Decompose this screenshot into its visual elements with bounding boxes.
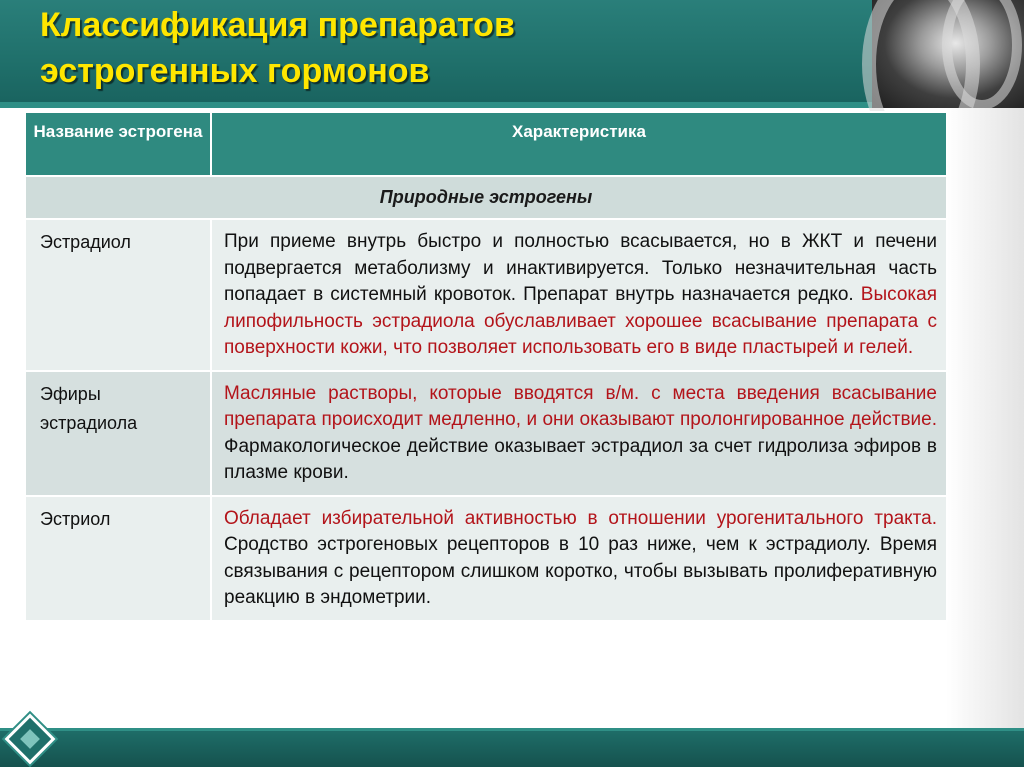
description-text: Сродство эстрогеновых рецепторов в 10 раз ниже, чем к эстрадиолу. Время связывания с рецептором слишком коротко, чтобы вызывать пролиферативную реакцию в эндометрии.: [224, 534, 937, 608]
header-characteristic: Характеристика: [211, 112, 947, 176]
row-name: Эстриол: [25, 496, 211, 621]
section-natural-estrogens: Природные эстрогены: [25, 176, 947, 219]
row-description: [211, 496, 947, 621]
estrogen-table: [24, 111, 948, 622]
header-estrogen-name: Название эстрогена: [25, 112, 211, 176]
diamond-logo-icon: [4, 713, 50, 759]
table-row: [25, 496, 947, 621]
table-row: [25, 371, 947, 496]
right-gradient-panel: [946, 108, 1024, 728]
footer-bar: [0, 728, 1024, 767]
footer-line: [0, 728, 1024, 731]
table-header-row: [25, 112, 947, 176]
description-text: Фармакологическое действие оказывает эстрадиол за счет гидролиза эфиров в плазме крови.: [224, 435, 937, 483]
slide-title: [40, 2, 515, 94]
slide-title-line-1: Классификация препаратов: [40, 6, 515, 44]
description-highlight: Обладает избирательной активностью в отношении урогенитального тракта.: [224, 507, 937, 529]
table-row: [25, 219, 947, 371]
section-row: [25, 176, 947, 219]
description-highlight: Высокая липофильность эстрадиола обуславливает хорошее всасывание препарата с поверхности кожи, что позволяет использовать его в виде пластырей и гелей.: [224, 284, 937, 358]
metal-pipe-graphic: [872, 0, 1024, 108]
description-text: При приеме внутрь быстро и полностью всасывается, но в ЖКТ и печени подвергается метаболизму и инактивируется. Только незначительная часть попадает в системный кровоток. Препарат внутрь назначается редко.: [224, 231, 937, 305]
row-name: Эстрадиол: [25, 219, 211, 371]
row-description: [211, 371, 947, 496]
description-highlight: Масляные растворы, которые вводятся в/м. с места введения всасывание препарата происходит медленно, и они оказывают пролонгированное действие.: [224, 382, 937, 430]
slide-title-line-2: эстрогенных гормонов: [40, 52, 430, 90]
row-name: Эфиры эстрадиола: [25, 371, 211, 496]
row-description: [211, 219, 947, 371]
